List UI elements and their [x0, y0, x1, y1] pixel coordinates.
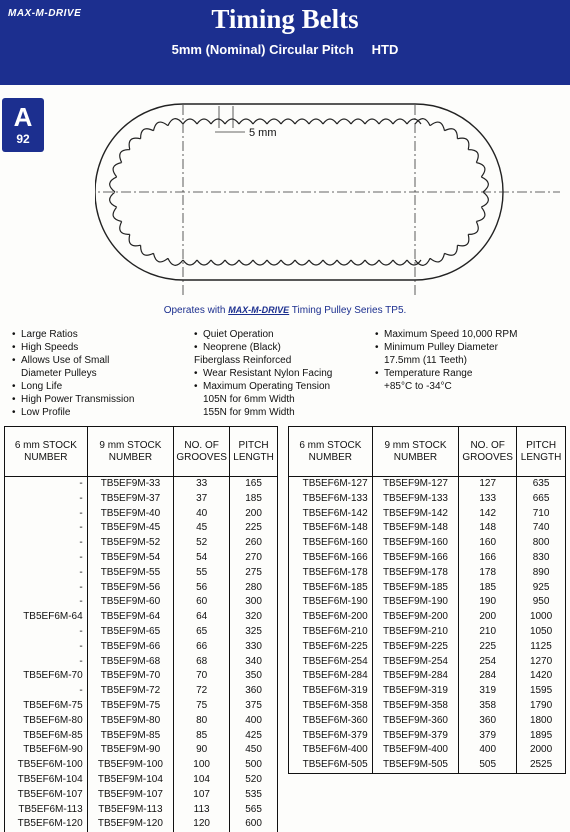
table-row: [289, 566, 566, 581]
cell-pitch-length: 1125: [517, 640, 566, 655]
cell-pitch-length: 260: [230, 536, 278, 551]
table-row: [5, 773, 278, 788]
cell-6mm-stock: -: [5, 684, 88, 699]
cell-9mm-stock: TB5EF9M-100: [87, 758, 174, 773]
header-9mm: 9 mm STOCK NUMBER: [87, 427, 174, 477]
table-row: [289, 492, 566, 507]
pitch-dimension-label: 5 mm: [249, 127, 277, 139]
cell-pitch-length: 425: [230, 729, 278, 744]
header-grooves: NO. OF GROOVES: [174, 427, 230, 477]
cell-grooves: 148: [459, 521, 517, 536]
cell-6mm-stock: TB5EF6M-127: [289, 477, 373, 492]
cell-6mm-stock: TB5EF6M-319: [289, 684, 373, 699]
pitch-subtitle: 5mm (Nominal) Circular Pitch: [171, 42, 354, 57]
table-row: [289, 551, 566, 566]
feature-item-cont: 105N for 6mm Width: [203, 394, 295, 405]
table-row: [289, 507, 566, 522]
cell-6mm-stock: -: [5, 536, 88, 551]
cell-6mm-stock: TB5EF6M-113: [5, 803, 88, 818]
table-row: [5, 655, 278, 670]
table-row: [5, 640, 278, 655]
cell-9mm-stock: TB5EF9M-254: [372, 655, 459, 670]
cell-grooves: 66: [174, 640, 230, 655]
cell-6mm-stock: TB5EF6M-379: [289, 729, 373, 744]
cell-pitch-length: 350: [230, 669, 278, 684]
table-row: [5, 536, 278, 551]
cell-pitch-length: 1420: [517, 669, 566, 684]
cell-9mm-stock: TB5EF9M-185: [372, 581, 459, 596]
cell-pitch-length: 375: [230, 699, 278, 714]
feature-item: • Quiet Operation: [194, 328, 332, 341]
cell-9mm-stock: TB5EF9M-33: [87, 477, 174, 492]
cell-grooves: 55: [174, 566, 230, 581]
cell-grooves: 200: [459, 610, 517, 625]
cell-grooves: 56: [174, 581, 230, 596]
operates-prefix: Operates with: [163, 305, 226, 316]
cell-pitch-length: 1790: [517, 699, 566, 714]
cell-6mm-stock: -: [5, 655, 88, 670]
feature-item: • Neoprene (Black): [194, 341, 332, 354]
cell-6mm-stock: -: [5, 492, 88, 507]
table-row: [5, 581, 278, 596]
cell-pitch-length: 185: [230, 492, 278, 507]
cell-pitch-length: 200: [230, 507, 278, 522]
cell-grooves: 72: [174, 684, 230, 699]
cell-grooves: 360: [459, 714, 517, 729]
operates-brand: MAX-M-DRIVE: [228, 305, 290, 315]
cell-pitch-length: 520: [230, 773, 278, 788]
cell-6mm-stock: -: [5, 640, 88, 655]
cell-9mm-stock: TB5EF9M-505: [372, 758, 459, 773]
cell-9mm-stock: TB5EF9M-70: [87, 669, 174, 684]
table-row: [5, 803, 278, 818]
cell-pitch-length: 225: [230, 521, 278, 536]
table-row: [5, 699, 278, 714]
cell-pitch-length: 2000: [517, 743, 566, 758]
cell-9mm-stock: TB5EF9M-200: [372, 610, 459, 625]
brand-logo: MAX-M-DRIVE: [8, 8, 82, 19]
cell-9mm-stock: TB5EF9M-40: [87, 507, 174, 522]
cell-grooves: 85: [174, 729, 230, 744]
cell-6mm-stock: TB5EF6M-100: [5, 758, 88, 773]
cell-9mm-stock: TB5EF9M-225: [372, 640, 459, 655]
cell-pitch-length: 400: [230, 714, 278, 729]
table-row: [289, 655, 566, 670]
cell-9mm-stock: TB5EF9M-160: [372, 536, 459, 551]
cell-pitch-length: 565: [230, 803, 278, 818]
header-6mm: 6 mm STOCK NUMBER: [5, 427, 88, 477]
cell-6mm-stock: TB5EF6M-200: [289, 610, 373, 625]
cell-9mm-stock: TB5EF9M-54: [87, 551, 174, 566]
cell-grooves: 60: [174, 595, 230, 610]
cell-9mm-stock: TB5EF9M-75: [87, 699, 174, 714]
cell-9mm-stock: TB5EF9M-400: [372, 743, 459, 758]
cell-6mm-stock: TB5EF6M-210: [289, 625, 373, 640]
cell-pitch-length: 635: [517, 477, 566, 492]
cell-9mm-stock: TB5EF9M-72: [87, 684, 174, 699]
cell-6mm-stock: TB5EF6M-178: [289, 566, 373, 581]
cell-6mm-stock: TB5EF6M-400: [289, 743, 373, 758]
table-header-row: [5, 427, 278, 477]
cell-pitch-length: 740: [517, 521, 566, 536]
cell-pitch-length: 1000: [517, 610, 566, 625]
feature-item-cont: Fiberglass Reinforced: [194, 355, 292, 366]
table-row: [5, 625, 278, 640]
cell-6mm-stock: TB5EF6M-166: [289, 551, 373, 566]
operates-suffix: Timing Pulley Series TP5.: [291, 305, 407, 316]
cell-grooves: 379: [459, 729, 517, 744]
table-row: [289, 699, 566, 714]
cell-grooves: 65: [174, 625, 230, 640]
cell-6mm-stock: -: [5, 581, 88, 596]
cell-pitch-length: 600: [230, 817, 278, 832]
feature-item: • Wear Resistant Nylon Facing: [194, 367, 332, 380]
table-row: [5, 507, 278, 522]
cell-grooves: 40: [174, 507, 230, 522]
cell-grooves: 107: [174, 788, 230, 803]
feature-item-cont: +85°C to -34°C: [384, 381, 452, 392]
cell-9mm-stock: TB5EF9M-37: [87, 492, 174, 507]
cell-grooves: 400: [459, 743, 517, 758]
feature-item: • Temperature Range: [375, 367, 517, 380]
cell-9mm-stock: TB5EF9M-64: [87, 610, 174, 625]
cell-6mm-stock: TB5EF6M-133: [289, 492, 373, 507]
cell-9mm-stock: TB5EF9M-80: [87, 714, 174, 729]
cell-pitch-length: 165: [230, 477, 278, 492]
cell-pitch-length: 300: [230, 595, 278, 610]
cell-grooves: 68: [174, 655, 230, 670]
feature-item: • High Speeds: [12, 341, 134, 354]
cell-grooves: 358: [459, 699, 517, 714]
cell-9mm-stock: TB5EF9M-55: [87, 566, 174, 581]
cell-grooves: 225: [459, 640, 517, 655]
cell-grooves: 52: [174, 536, 230, 551]
table-row: [289, 521, 566, 536]
table-row: [289, 743, 566, 758]
cell-grooves: 80: [174, 714, 230, 729]
cell-9mm-stock: TB5EF9M-142: [372, 507, 459, 522]
page-subtitle: [0, 42, 570, 57]
cell-9mm-stock: TB5EF9M-90: [87, 743, 174, 758]
cell-pitch-length: 710: [517, 507, 566, 522]
table-row: [289, 477, 566, 492]
cell-6mm-stock: TB5EF6M-190: [289, 595, 373, 610]
feature-item-cont: 17.5mm (11 Teeth): [384, 355, 468, 366]
cell-grooves: 505: [459, 758, 517, 773]
cell-grooves: 37: [174, 492, 230, 507]
cell-9mm-stock: TB5EF9M-379: [372, 729, 459, 744]
cell-grooves: 185: [459, 581, 517, 596]
table-body-left: [5, 477, 278, 832]
cell-pitch-length: 270: [230, 551, 278, 566]
cell-9mm-stock: TB5EF9M-284: [372, 669, 459, 684]
cell-grooves: 142: [459, 507, 517, 522]
header-banner: [0, 0, 570, 85]
cell-grooves: 133: [459, 492, 517, 507]
cell-9mm-stock: TB5EF9M-68: [87, 655, 174, 670]
feature-item: • Allows Use of Small: [12, 354, 134, 367]
cell-6mm-stock: -: [5, 566, 88, 581]
belt-table-right: [288, 426, 566, 774]
cell-9mm-stock: TB5EF9M-45: [87, 521, 174, 536]
cell-grooves: 70: [174, 669, 230, 684]
table-row: [5, 521, 278, 536]
cell-6mm-stock: TB5EF6M-360: [289, 714, 373, 729]
cell-pitch-length: 535: [230, 788, 278, 803]
cell-9mm-stock: TB5EF9M-85: [87, 729, 174, 744]
cell-pitch-length: 330: [230, 640, 278, 655]
cell-pitch-length: 275: [230, 566, 278, 581]
table-header-row: [289, 427, 566, 477]
cell-grooves: 190: [459, 595, 517, 610]
table-row: [289, 581, 566, 596]
table-row: [289, 625, 566, 640]
cell-grooves: 178: [459, 566, 517, 581]
cell-pitch-length: 325: [230, 625, 278, 640]
cell-pitch-length: 340: [230, 655, 278, 670]
cell-pitch-length: 665: [517, 492, 566, 507]
table-body-right: [289, 477, 566, 774]
cell-6mm-stock: TB5EF6M-225: [289, 640, 373, 655]
table-row: [5, 595, 278, 610]
cell-grooves: 160: [459, 536, 517, 551]
table-row: [5, 566, 278, 581]
cell-pitch-length: 925: [517, 581, 566, 596]
table-row: [5, 610, 278, 625]
table-row: [289, 758, 566, 773]
table-row: [5, 492, 278, 507]
table-row: [5, 817, 278, 832]
cell-6mm-stock: TB5EF6M-90: [5, 743, 88, 758]
cell-9mm-stock: TB5EF9M-56: [87, 581, 174, 596]
cell-6mm-stock: -: [5, 625, 88, 640]
cell-pitch-length: 800: [517, 536, 566, 551]
cell-9mm-stock: TB5EF9M-66: [87, 640, 174, 655]
cell-6mm-stock: TB5EF6M-505: [289, 758, 373, 773]
cell-grooves: 104: [174, 773, 230, 788]
cell-9mm-stock: TB5EF9M-148: [372, 521, 459, 536]
feature-item: • Maximum Speed 10,000 RPM: [375, 328, 517, 341]
table-row: [5, 743, 278, 758]
table-row: [5, 551, 278, 566]
cell-6mm-stock: TB5EF6M-80: [5, 714, 88, 729]
section-letter: A: [13, 102, 33, 132]
cell-9mm-stock: TB5EF9M-358: [372, 699, 459, 714]
cell-pitch-length: 450: [230, 743, 278, 758]
cell-9mm-stock: TB5EF9M-113: [87, 803, 174, 818]
header-6mm: 6 mm STOCK NUMBER: [289, 427, 373, 477]
cell-9mm-stock: TB5EF9M-120: [87, 817, 174, 832]
cell-grooves: 254: [459, 655, 517, 670]
feature-item: • High Power Transmission: [12, 393, 134, 406]
profile-label: HTD: [371, 42, 399, 57]
table-row: [5, 684, 278, 699]
features-column-3: [375, 328, 517, 393]
cell-pitch-length: 830: [517, 551, 566, 566]
feature-item-cont: Diameter Pulleys: [21, 368, 97, 379]
table-row: [289, 714, 566, 729]
cell-6mm-stock: TB5EF6M-64: [5, 610, 88, 625]
cell-6mm-stock: TB5EF6M-254: [289, 655, 373, 670]
table-row: [289, 610, 566, 625]
cell-pitch-length: 280: [230, 581, 278, 596]
cell-6mm-stock: TB5EF6M-70: [5, 669, 88, 684]
cell-6mm-stock: TB5EF6M-358: [289, 699, 373, 714]
cell-9mm-stock: TB5EF9M-104: [87, 773, 174, 788]
cell-6mm-stock: TB5EF6M-104: [5, 773, 88, 788]
cell-pitch-length: 360: [230, 684, 278, 699]
cell-9mm-stock: TB5EF9M-360: [372, 714, 459, 729]
cell-6mm-stock: -: [5, 477, 88, 492]
cell-9mm-stock: TB5EF9M-65: [87, 625, 174, 640]
cell-pitch-length: 1595: [517, 684, 566, 699]
cell-6mm-stock: TB5EF6M-284: [289, 669, 373, 684]
cell-grooves: 75: [174, 699, 230, 714]
table-row: [5, 669, 278, 684]
cell-pitch-length: 320: [230, 610, 278, 625]
page-number: 92: [16, 132, 30, 146]
feature-item: • Low Profile: [12, 406, 134, 419]
cell-9mm-stock: TB5EF9M-319: [372, 684, 459, 699]
cell-9mm-stock: TB5EF9M-166: [372, 551, 459, 566]
belt-table-left: [4, 426, 278, 832]
feature-item: • Long Life: [12, 380, 134, 393]
cell-6mm-stock: -: [5, 551, 88, 566]
features-column-1: [12, 328, 134, 419]
cell-pitch-length: 1270: [517, 655, 566, 670]
header-pitch: PITCH LENGTH: [517, 427, 566, 477]
table-row: [5, 714, 278, 729]
header-pitch: PITCH LENGTH: [230, 427, 278, 477]
operates-note: [0, 305, 570, 316]
cell-6mm-stock: -: [5, 521, 88, 536]
cell-grooves: 54: [174, 551, 230, 566]
feature-item: • Maximum Operating Tension: [194, 380, 332, 393]
cell-grooves: 210: [459, 625, 517, 640]
cell-9mm-stock: TB5EF9M-52: [87, 536, 174, 551]
cell-grooves: 90: [174, 743, 230, 758]
belt-diagram: [95, 100, 565, 300]
cell-grooves: 319: [459, 684, 517, 699]
cell-9mm-stock: TB5EF9M-107: [87, 788, 174, 803]
cell-grooves: 33: [174, 477, 230, 492]
cell-6mm-stock: TB5EF6M-120: [5, 817, 88, 832]
cell-grooves: 120: [174, 817, 230, 832]
page-title: Timing Belts: [211, 4, 359, 34]
cell-pitch-length: 1800: [517, 714, 566, 729]
cell-9mm-stock: TB5EF9M-178: [372, 566, 459, 581]
table-row: [289, 669, 566, 684]
table-row: [289, 536, 566, 551]
cell-pitch-length: 1895: [517, 729, 566, 744]
cell-grooves: 127: [459, 477, 517, 492]
cell-9mm-stock: TB5EF9M-190: [372, 595, 459, 610]
table-row: [5, 788, 278, 803]
table-row: [289, 684, 566, 699]
feature-item: • Minimum Pulley Diameter: [375, 341, 517, 354]
cell-6mm-stock: TB5EF6M-107: [5, 788, 88, 803]
cell-grooves: 100: [174, 758, 230, 773]
features-column-2: [194, 328, 332, 419]
cell-6mm-stock: -: [5, 595, 88, 610]
cell-9mm-stock: TB5EF9M-127: [372, 477, 459, 492]
cell-pitch-length: 890: [517, 566, 566, 581]
cell-6mm-stock: TB5EF6M-142: [289, 507, 373, 522]
cell-6mm-stock: TB5EF6M-75: [5, 699, 88, 714]
cell-grooves: 166: [459, 551, 517, 566]
section-badge: [2, 98, 44, 152]
table-row: [289, 595, 566, 610]
cell-9mm-stock: TB5EF9M-60: [87, 595, 174, 610]
table-row: [5, 758, 278, 773]
table-row: [5, 477, 278, 492]
cell-grooves: 113: [174, 803, 230, 818]
cell-6mm-stock: TB5EF6M-148: [289, 521, 373, 536]
cell-pitch-length: 950: [517, 595, 566, 610]
table-row: [289, 640, 566, 655]
cell-6mm-stock: -: [5, 507, 88, 522]
cell-pitch-length: 500: [230, 758, 278, 773]
cell-6mm-stock: TB5EF6M-85: [5, 729, 88, 744]
cell-grooves: 45: [174, 521, 230, 536]
cell-pitch-length: 1050: [517, 625, 566, 640]
feature-item-cont: 155N for 9mm Width: [203, 407, 295, 418]
table-row: [5, 729, 278, 744]
header-9mm: 9 mm STOCK NUMBER: [372, 427, 459, 477]
cell-6mm-stock: TB5EF6M-160: [289, 536, 373, 551]
table-row: [289, 729, 566, 744]
cell-grooves: 64: [174, 610, 230, 625]
cell-grooves: 284: [459, 669, 517, 684]
cell-9mm-stock: TB5EF9M-133: [372, 492, 459, 507]
cell-9mm-stock: TB5EF9M-210: [372, 625, 459, 640]
feature-item: • Large Ratios: [12, 328, 134, 341]
header-grooves: NO. OF GROOVES: [459, 427, 517, 477]
cell-6mm-stock: TB5EF6M-185: [289, 581, 373, 596]
cell-pitch-length: 2525: [517, 758, 566, 773]
